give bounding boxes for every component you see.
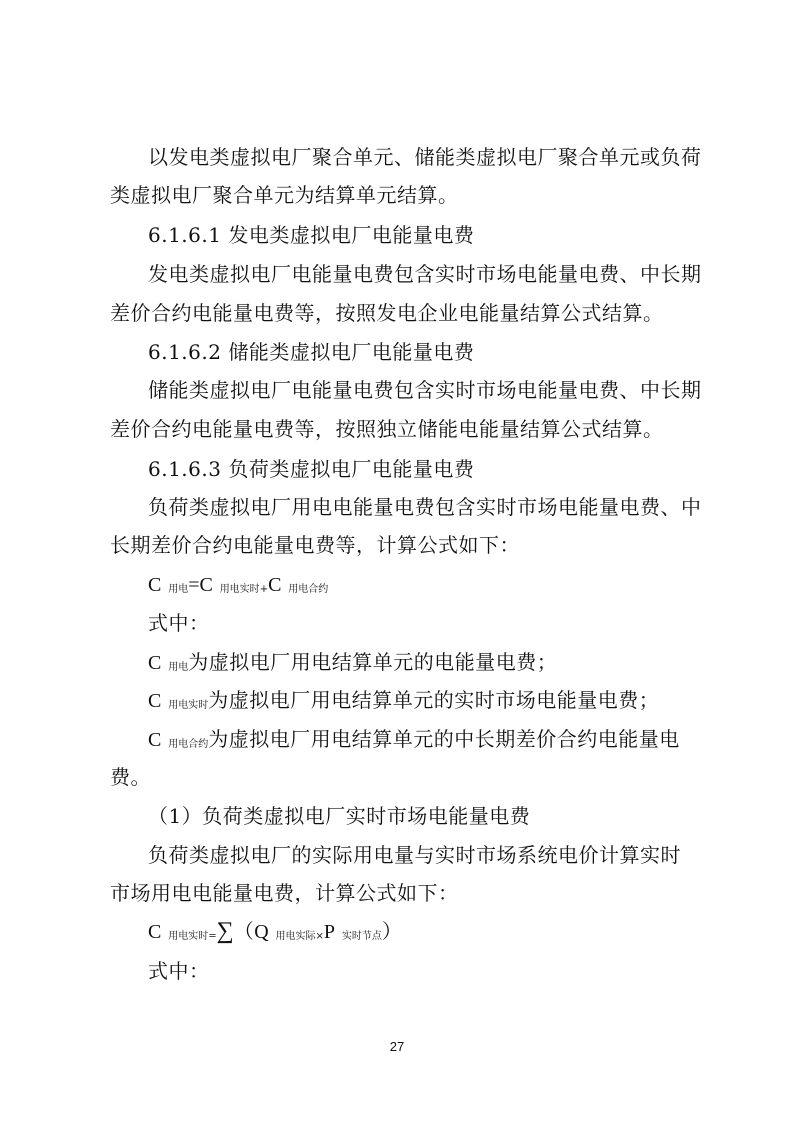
equals-sign: = [208,931,217,942]
subscript: 用电合约 [288,584,329,595]
where-label: 式中： [148,611,210,635]
section-heading-6-1-6-2: 6.1.6.2 储能类虚拟电厂电能量电费 [148,340,475,364]
subscript: 用电实时 [168,931,209,942]
symbol-q: Q [254,921,269,943]
definition-line [148,725,688,759]
left-paren: （ [233,919,255,943]
symbol-c: C [148,574,162,596]
definition-line [148,648,688,682]
paragraph-line: 差价合约电能量电费等，按照独立储能电能量结算公式结算。 [110,417,664,441]
paragraph-line: 长期差价合约电能量电费等，计算公式如下： [110,533,520,557]
where-label: 式中： [148,959,210,983]
symbol-c: C [148,652,162,674]
symbol-p: P [323,921,336,943]
symbol-c: C [199,574,213,596]
definition-text: 为虚拟电厂用电结算单元的实时市场电能量电费； [208,688,660,712]
definition-text: 为虚拟电厂用电结算单元的电能量电费； [188,650,558,674]
paragraph-line: 差价合约电能量电费等，按照发电企业电能量结算公式结算。 [110,301,664,325]
subscript: 实时节点 [341,931,382,942]
symbol-c: C [148,690,162,712]
paragraph-line: 发电类虚拟电厂电能量电费包含实时市场电能量电费、中长期 [148,262,702,286]
subscript: 用电合约 [168,739,209,750]
subsection-heading: （1）负荷类虚拟电厂实时市场电能量电费 [148,804,531,828]
section-heading-6-1-6-1: 6.1.6.1 发电类虚拟电厂电能量电费 [148,223,475,247]
right-paren: ） [381,919,403,943]
paragraph-line: 负荷类虚拟电厂的实际用电量与实时市场系统电价计算实时 [148,843,681,867]
paragraph-line: 市场用电电能量电费，计算公式如下： [110,881,459,905]
section-heading-6-1-6-3: 6.1.6.3 负荷类虚拟电厂电能量电费 [148,457,475,481]
formula-total-fee [148,570,688,604]
paragraph-line: 类虚拟电厂聚合单元为结算单元结算。 [110,183,459,207]
formula-realtime-fee [148,917,688,951]
plus-sign: + [259,584,269,595]
paragraph-line: 费。 [110,765,151,789]
symbol-c: C [148,729,162,751]
subscript: 用电 [168,662,189,673]
summation-symbol: ∑ [216,918,234,944]
symbol-c: C [148,921,162,943]
paragraph-line: 负荷类虚拟电厂用电电能量电费包含实时市场电能量电费、中 [148,495,702,519]
subscript: 用电实时 [219,584,260,595]
page-number: 27 [389,1039,405,1054]
subscript: 用电实时 [168,700,209,711]
subscript: 用电实际 [275,931,316,942]
subscript: 用电 [168,584,189,595]
symbol-c: C [268,574,282,596]
definition-text: 为虚拟电厂用电结算单元的中长期差价合约电能量电 [208,727,680,751]
equals-sign: = [188,574,200,596]
paragraph-line: 储能类虚拟电厂电能量电费包含实时市场电能量电费、中长期 [148,378,702,402]
times-sign: × [315,931,324,942]
paragraph-line: 以发电类虚拟电厂聚合单元、储能类虚拟电厂聚合单元或负荷 [148,145,702,169]
definition-line [148,686,688,720]
